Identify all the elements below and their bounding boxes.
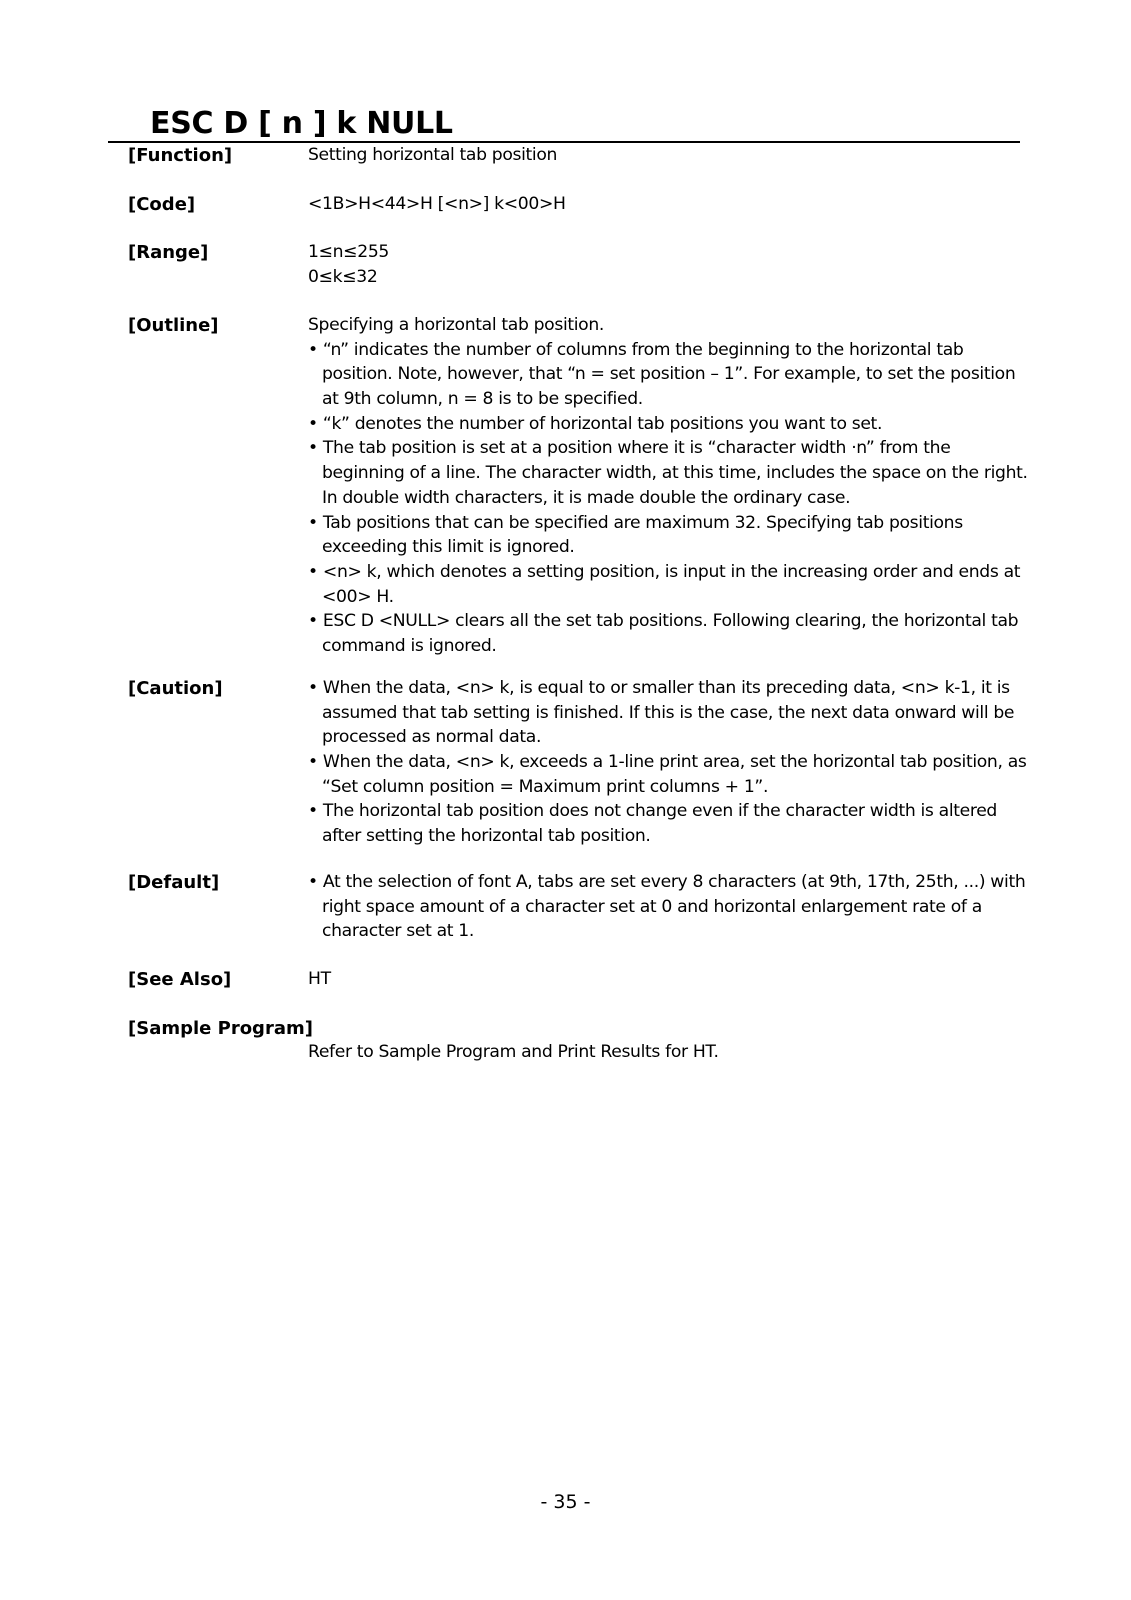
default-bullet: • At the selection of font A, tabs are set every 8 characters (at 9th, 17th, 25th, ...) with: [308, 872, 1026, 892]
range-line: 0≤k≤32: [308, 266, 378, 287]
outline-line: position. Note, however, that “n = set position – 1”. For example, to set the position: [322, 364, 1016, 385]
caution-line: processed as normal data.: [322, 727, 542, 748]
caution-bullet: • When the data, <n> k, exceeds a 1-line print area, set the horizontal tab position, as: [308, 752, 1027, 773]
page-title: ESC D [ n ] k NULL: [150, 106, 453, 141]
caution-label: [Caution]: [128, 678, 223, 699]
see-also-text: HT: [308, 969, 331, 989]
caution-body: [308, 676, 1034, 849]
outline-bullet: • “n” indicates the number of columns from the beginning to the horizontal tab: [308, 339, 964, 360]
outline-body: [308, 313, 1034, 659]
outline-bullet: • The tab position is set at a position where it is “character width ·n” from the: [308, 438, 951, 459]
caution-line: after setting the horizontal tab position.: [322, 826, 651, 847]
function-text: Setting horizontal tab position: [308, 145, 558, 165]
default-line: right space amount of a character set at 0 and horizontal enlargement rate of a: [322, 896, 982, 917]
title-block: [108, 103, 1020, 143]
outline-bullet: • “k” denotes the number of horizontal tab positions you want to set.: [308, 413, 883, 434]
outline-bullet: • <n> k, which denotes a setting position, is input in the increasing order and ends at: [308, 561, 1021, 582]
outline-label: [Outline]: [128, 315, 219, 336]
outline-bullet: • ESC D <NULL> clears all the set tab positions. Following clearing, the horizontal tab: [308, 611, 1019, 632]
outline-bullet: • Tab positions that can be specified are maximum 32. Specifying tab positions: [308, 512, 963, 533]
default-label: [Default]: [128, 872, 220, 893]
range-body: [308, 240, 1034, 289]
outline-line: exceeding this limit is ignored.: [322, 537, 575, 558]
function-label: [Function]: [128, 145, 233, 166]
page-number: - 35 -: [540, 1491, 591, 1513]
default-line: character set at 1.: [322, 921, 474, 942]
sample-program-text: Refer to Sample Program and Print Results for HT.: [308, 1042, 719, 1062]
code-text: <1B>H<44>H [<n>] k<00>H: [308, 194, 566, 214]
sample-program-body: [308, 1040, 1034, 1065]
caution-line: “Set column position = Maximum print columns + 1”.: [322, 776, 769, 797]
outline-line: beginning of a line. The character width, at this time, includes the space on the right.: [322, 463, 1028, 484]
range-line: 1≤n≤255: [308, 242, 389, 262]
see-also-label: [See Also]: [128, 969, 232, 990]
function-body: [308, 143, 1034, 168]
code-label: [Code]: [128, 194, 196, 215]
caution-bullet: • The horizontal tab position does not change even if the character width is altered: [308, 801, 997, 822]
caution-line: assumed that tab setting is finished. If this is the case, the next data onward will be: [322, 702, 1015, 723]
code-body: [308, 192, 1034, 217]
outline-line: Specifying a horizontal tab position.: [308, 315, 605, 335]
see-also-body: [308, 967, 1034, 992]
default-body: [308, 870, 1034, 944]
outline-line: command is ignored.: [322, 635, 497, 656]
outline-line: In double width characters, it is made double the ordinary case.: [322, 487, 851, 508]
outline-line: at 9th column, n = 8 is to be specified.: [322, 389, 643, 410]
range-label: [Range]: [128, 242, 209, 263]
caution-bullet: • When the data, <n> k, is equal to or smaller than its preceding data, <n> k-1, it is: [308, 678, 1010, 698]
sample-program-label: [Sample Program]: [128, 1018, 313, 1039]
outline-line: <00> H.: [322, 586, 394, 607]
